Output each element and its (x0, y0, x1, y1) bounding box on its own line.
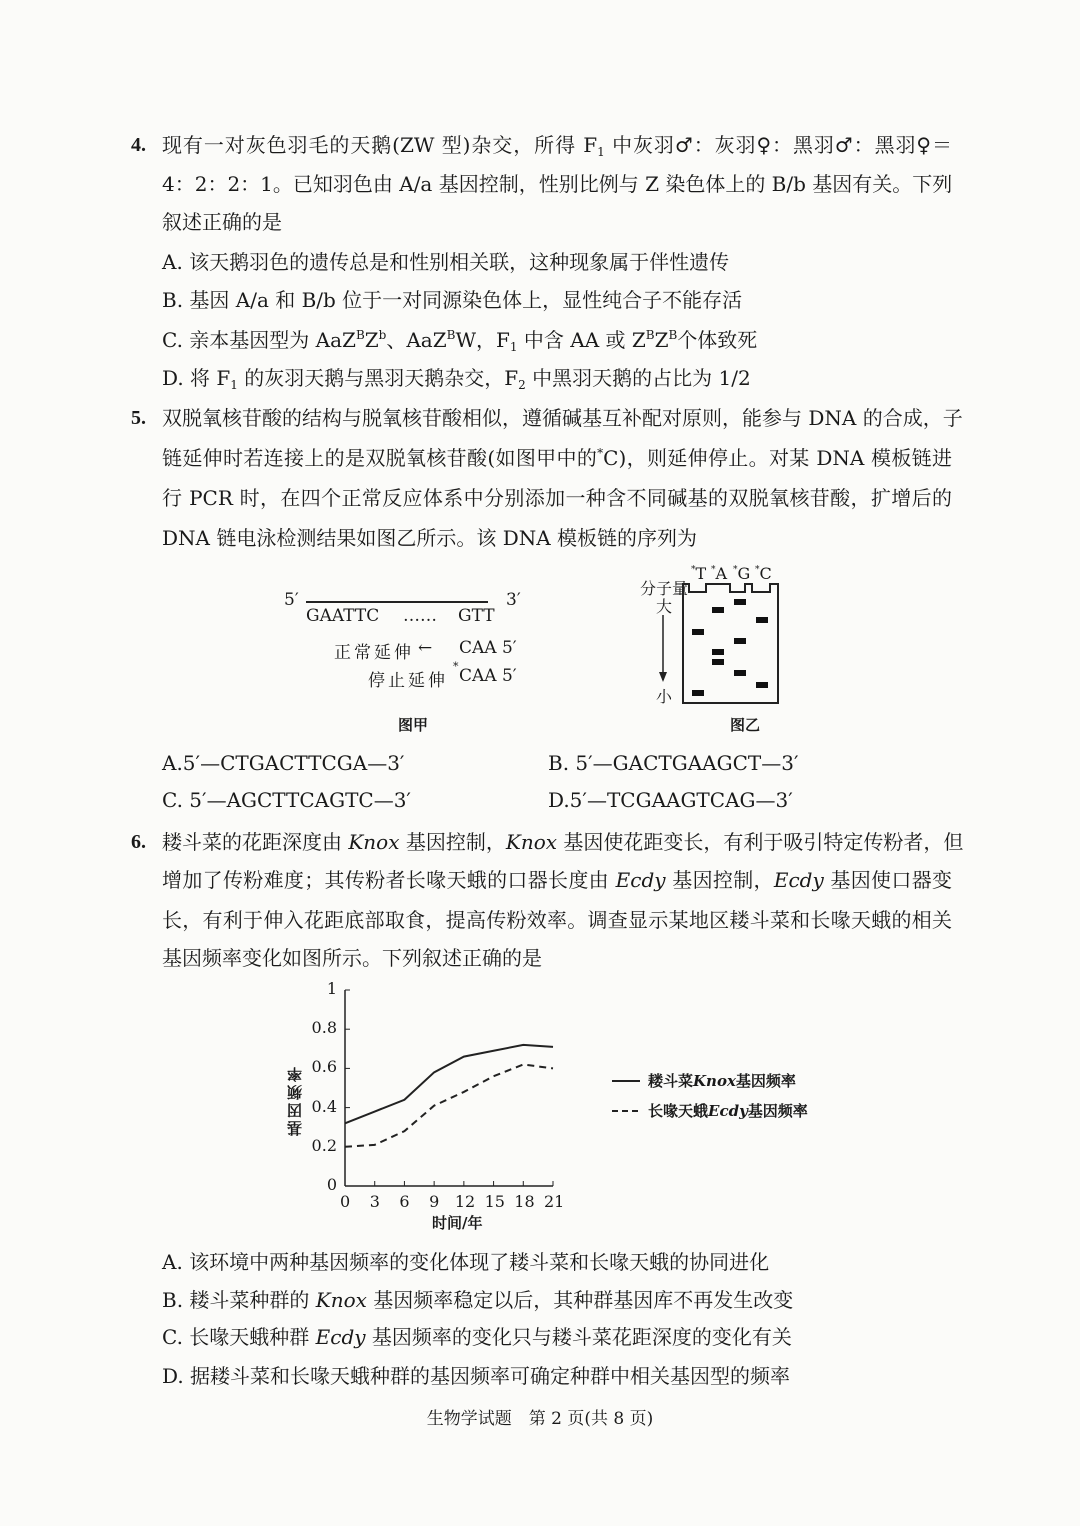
text-segment: 基因控制， (399, 830, 506, 854)
text-segment: 增加了传粉难度；其传粉者长喙天蛾的口器长度由 (162, 868, 616, 892)
figure-b-caption: 图乙 (730, 716, 761, 734)
option-A (162, 1248, 952, 1276)
option-B (162, 286, 952, 314)
text-segment: B. 基因 A/a 和 B/b 位于一对同源染色体上，显性纯合子不能存活 (162, 288, 743, 312)
x-tick-label: 9 (429, 1192, 440, 1211)
gel-band-G (734, 670, 746, 676)
star-mark: * (453, 660, 459, 673)
gel-band-G (734, 638, 746, 644)
five-prime-label: 5′ (284, 590, 299, 610)
option-D (162, 1362, 952, 1390)
seq-right: GTT (458, 606, 495, 626)
option-C (162, 786, 411, 814)
y-tick-label: 1 (326, 979, 337, 998)
gel-band-G (734, 599, 746, 605)
subscript: 1 (230, 378, 238, 392)
normal-seq: CAA 5′ (459, 638, 517, 658)
text-segment: 基因使口器变 (823, 868, 953, 892)
text-segment: D. 据耧斗菜和长喙天蛾种群的基因频率可确定种群中相关基因型的频率 (162, 1364, 791, 1388)
text-segment: 行 PCR 时，在四个正常反应体系中分别添加一种含不同碱基的双脱氧核苷酸，扩增后的 (162, 486, 952, 510)
text-segment: C)，则延伸停止。对某 DNA 模板链进 (603, 446, 952, 470)
supscript: B (668, 328, 678, 342)
text-segment: 基因频率稳定以后，其种群基因库不再发生改变 (366, 1288, 794, 1312)
text-segment: 4：2：2：1。已知羽色由 A/a 基因控制，性别比例与 Z 染色体上的 B/b 基因有关。下列 (162, 172, 953, 196)
text-segment: 叙述正确的是 (162, 210, 282, 234)
text-segment: 基因控制， (665, 868, 774, 892)
question-text-line (162, 484, 952, 512)
option-B (162, 1286, 952, 1314)
text-segment: 长，有利于伸入花距底部取食，提高传粉效率。调查显示某地区耧斗菜和长喙天蛾的相关 (162, 908, 952, 932)
option-A (162, 248, 952, 276)
text-segment: DNA 链电泳检测结果如图乙所示。该 DNA 模板链的序列为 (162, 526, 698, 550)
legend-text: 基因频率 (735, 1072, 796, 1090)
gel-band-T (692, 629, 704, 635)
x-tick-label: 18 (514, 1192, 535, 1211)
lane-letter: A (715, 564, 728, 583)
mw-small-label: 小 (656, 687, 673, 706)
text-segment: A. 该天鹅羽色的遗传总是和性别相关联，这种现象属于伴性遗传 (162, 250, 730, 274)
gene-name: Knox (315, 1288, 367, 1312)
subscript: 1 (597, 145, 605, 159)
y-tick-label: 0.8 (311, 1018, 337, 1038)
question-text-line (162, 444, 952, 472)
text-segment: 双脱氧核苷酸的结构与脱氧核苷酸相似，遵循碱基互补配对原则，能参与 DNA 的合成，子 (162, 406, 963, 430)
y-tick-label: 0.4 (311, 1096, 337, 1116)
star-mark: * (733, 565, 738, 575)
subscript: 1 (509, 340, 518, 354)
seq-dots: …… (403, 606, 437, 626)
text-segment: 中含 AA 或 Z (517, 328, 646, 352)
question-text-line (162, 170, 952, 198)
text-segment: C. 5′—AGCTTCAGTC—3′ (162, 788, 411, 812)
gene-name: Ecdy (773, 868, 824, 892)
supscript: B (355, 328, 365, 342)
gel-band-A (712, 659, 724, 665)
seq-left: GAATTC (306, 606, 380, 626)
normal-extension-label: 正常延伸 (334, 643, 414, 663)
legend-text: 耧斗菜 (648, 1072, 694, 1090)
question-text-line (162, 131, 952, 159)
text-segment: 中灰羽♂：灰羽♀：黑羽♂：黑羽♀＝ (604, 133, 952, 157)
supscript: B (446, 328, 456, 342)
option-A (162, 749, 404, 777)
supscript: * (597, 446, 604, 460)
x-tick-label: 0 (340, 1192, 351, 1211)
question-text-line (162, 828, 964, 856)
question-text-line (162, 906, 952, 934)
gene-name: Ecdy (315, 1325, 366, 1349)
question-number: 5. (131, 407, 146, 429)
gene-name: Ecdy (615, 868, 666, 892)
arrow-left-icon: ← (418, 638, 433, 658)
question-number: 6. (131, 831, 146, 853)
gene-name: Knox (348, 830, 400, 854)
x-tick-label: 6 (399, 1192, 410, 1211)
gel-band-T (692, 690, 704, 696)
gel-band-A (712, 607, 724, 613)
figure-a-caption: 图甲 (398, 716, 429, 734)
star-mark: * (755, 565, 760, 575)
gel-band-A (712, 649, 724, 655)
text-segment: Z (364, 328, 379, 352)
text-segment: 的灰羽天鹅与黑羽天鹅杂交，F (237, 366, 519, 390)
text-segment: 链延伸时若连接上的是双脱氧核苷酸(如图甲中的 (162, 446, 598, 470)
legend-text: Knox (693, 1072, 736, 1090)
option-D (162, 364, 952, 392)
question-text-line (162, 944, 952, 972)
text-segment: 基因频率的变化只与耧斗菜花距深度的变化有关 (365, 1325, 792, 1349)
option-D (548, 786, 793, 814)
x-tick-label: 21 (544, 1192, 565, 1211)
text-segment: D. 将 F (162, 366, 231, 390)
gel-band-C (756, 617, 768, 623)
gene-name: Knox (505, 830, 558, 854)
mw-large-label: 大 (656, 597, 673, 616)
chart-y-label: 基因频率 (286, 1064, 304, 1136)
text-segment: 个体致死 (677, 328, 758, 352)
option-B (548, 749, 799, 777)
text-segment: A.5′—CTGACTTCGA—3′ (162, 751, 405, 775)
lane-letter: C (759, 564, 772, 583)
legend-text: 长喙天蛾 (648, 1102, 709, 1120)
text-segment: 基因使花距变长，有利于吸引特定传粉者，但 (557, 830, 964, 854)
star-mark: * (711, 565, 716, 575)
text-segment: 基因频率变化如图所示。下列叙述正确的是 (162, 946, 542, 970)
chart-x-label: 时间/年 (432, 1214, 483, 1232)
stop-extension-label: 停止延伸 (368, 671, 448, 691)
x-tick-label: 3 (369, 1192, 380, 1211)
question-text-line (162, 524, 952, 552)
text-segment: D.5′—TCGAAGTCAG—3′ (548, 788, 793, 812)
y-tick-label: 0 (326, 1175, 337, 1194)
option-C (162, 1323, 952, 1351)
legend-text: Ecdy (708, 1102, 748, 1120)
mw-label: 分子量 (640, 579, 689, 598)
text-segment: C. 长喙天蛾种群 (162, 1325, 316, 1349)
arrow-down-icon (659, 672, 667, 682)
page-footer: 生物学试题 第 2 页(共 8 页) (426, 1409, 654, 1429)
text-segment: 、AaZ (386, 328, 447, 352)
subscript: 2 (518, 378, 526, 392)
text-segment: C. 亲本基因型为 AaZ (162, 328, 356, 352)
question-text-line (162, 208, 952, 236)
text-segment: 中黑羽天鹅的占比为 1/2 (525, 366, 751, 390)
question-text-line (162, 404, 963, 432)
y-tick-label: 0.2 (311, 1135, 337, 1155)
text-segment: 现有一对灰色羽毛的天鹅(ZW 型)杂交，所得 F (162, 133, 598, 157)
lane-letter: T (695, 564, 707, 583)
question-text-line (162, 866, 952, 894)
text-segment: W，F (455, 328, 510, 352)
series-line-knox (345, 1045, 553, 1123)
text-segment: B. 耧斗菜种群的 (162, 1288, 316, 1312)
text-segment: 耧斗菜的花距深度由 (162, 830, 349, 854)
three-prime-label: 3′ (506, 590, 521, 610)
y-tick-label: 0.6 (311, 1057, 337, 1077)
star-mark: * (691, 565, 696, 575)
text-segment: B. 5′—GACTGAAGCT—3′ (548, 751, 799, 775)
text-segment: Z (654, 328, 669, 352)
x-tick-label: 12 (454, 1192, 476, 1211)
supscript: B (645, 328, 655, 342)
x-tick-label: 15 (484, 1192, 505, 1211)
text-segment: A. 该环境中两种基因频率的变化体现了耧斗菜和长喙天蛾的协同进化 (162, 1250, 770, 1274)
series-line-ecdy (345, 1064, 553, 1146)
stop-seq: CAA 5′ (459, 666, 517, 686)
supscript: b (378, 328, 387, 342)
question-number: 4. (131, 134, 146, 156)
lane-letter: G (737, 564, 751, 583)
option-C (162, 326, 952, 354)
gel-band-C (756, 682, 768, 688)
legend-text: 基因频率 (747, 1102, 808, 1120)
